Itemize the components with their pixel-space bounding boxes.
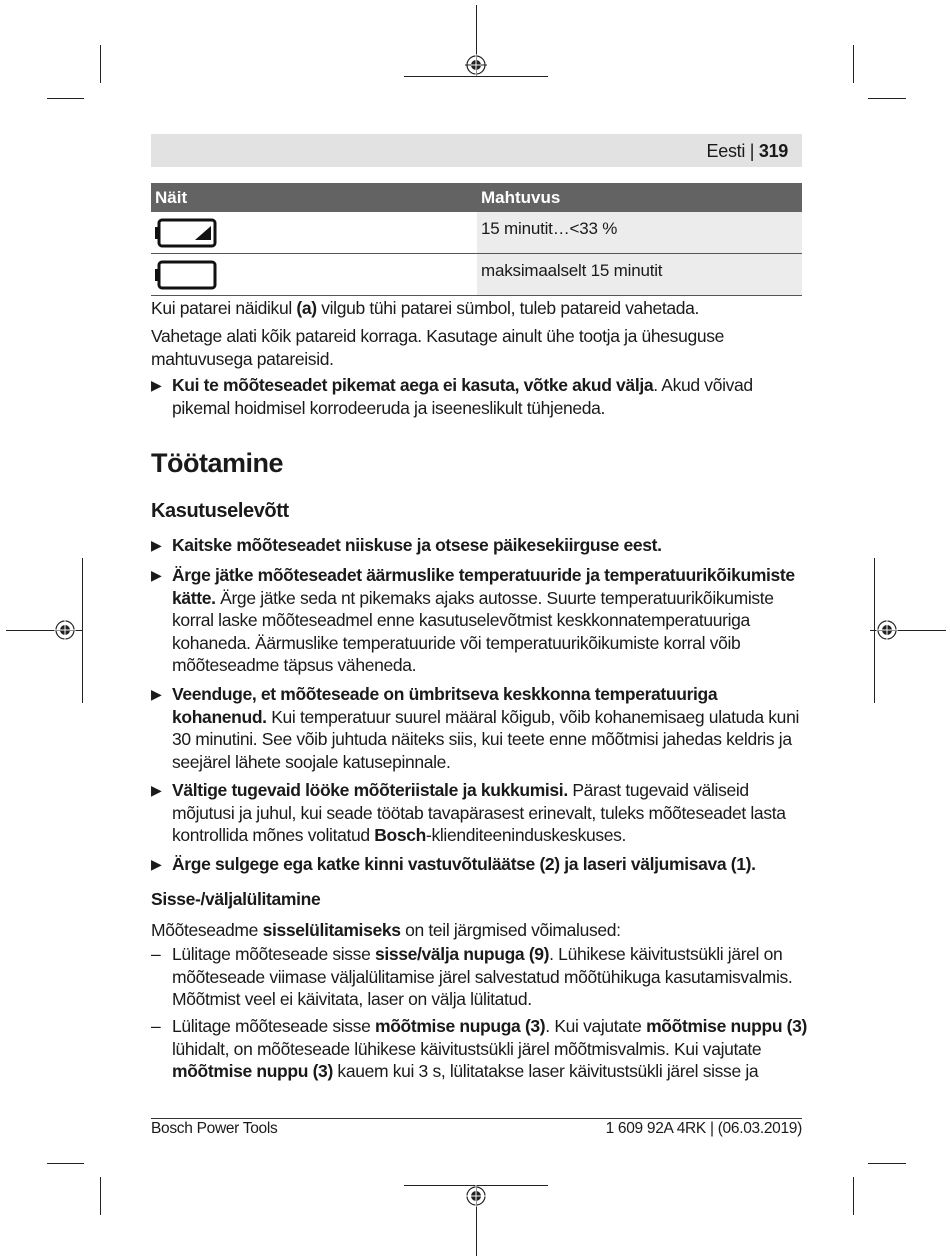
- text-line: mahtuvusega patareisid.: [151, 348, 334, 369]
- text-bold: Ärge sulgege ega katke kinni vastuvõtuläätse (2) ja laseri väljumisava (1).: [172, 854, 756, 874]
- subsection-title: Kasutuselevõtt: [151, 500, 289, 522]
- text-line: [172, 1015, 807, 1038]
- text: Lülitage mõõteseade sisse: [172, 944, 375, 964]
- column-header-display: Näit: [155, 188, 188, 207]
- text-line: Mõõtmist veel ei käivitata, laser on välja lülitatud.: [172, 989, 532, 1009]
- table-row: [151, 254, 802, 296]
- text-bold: mõõtmise nuppu (3): [172, 1061, 333, 1081]
- text-line: [172, 587, 795, 610]
- battery-indicator-paragraph: [151, 297, 699, 320]
- text-line: [172, 943, 792, 966]
- text-line: pikemal hoidmisel korrodeeruda ja iseeneslikult tühjeneda.: [172, 397, 606, 418]
- text-line: [172, 564, 795, 587]
- text-bold: mõõtmise nupuga (3): [374, 1016, 546, 1036]
- text-line: mõõteseadme täpsus väheneda.: [172, 655, 417, 675]
- text: . Lühikese käivitustsükli järel on: [549, 944, 783, 964]
- text-bold: sisselülitamiseks: [262, 920, 401, 940]
- page-number: 319: [758, 141, 788, 161]
- text-bold: sisse/välja nupuga (9): [374, 944, 550, 964]
- battery-table: [151, 183, 802, 296]
- bullet-triangle-icon: ▶: [151, 856, 162, 872]
- section-title: Töötamine: [151, 448, 284, 478]
- text: . Akud võivad: [653, 375, 753, 395]
- text: on teil järgmised võimalused:: [400, 920, 621, 940]
- header-language: Eesti: [706, 141, 746, 161]
- text-line: kohaneda. Äärmuslike temperatuuride või temperatuurikõikumiste korral võib: [172, 632, 741, 653]
- battery-replace-paragraph: [151, 325, 724, 370]
- text-line: [172, 374, 753, 397]
- bullet-triangle-icon: ▶: [151, 686, 162, 702]
- column-header-capacity: Mahtuvus: [481, 188, 561, 207]
- text: kontrollida mõnes volitatud: [172, 825, 375, 845]
- dash-marker: –: [151, 944, 161, 964]
- text-line: [172, 706, 799, 729]
- text-bold: kätte.: [172, 587, 216, 608]
- bullet-triangle-icon: ▶: [151, 567, 162, 583]
- text: Kui patarei näidikul: [151, 298, 297, 318]
- text: -klienditeeninduskeskuses.: [426, 825, 627, 845]
- footer-rule: [151, 1118, 802, 1119]
- text-bold: kohanenud.: [172, 706, 267, 727]
- text: Mõõteseadme: [151, 920, 263, 940]
- text-line: mõjutusi ja juhul, kui seade töötab tavapärasest erinevalt, tuleks mõõteseadet lasta: [172, 802, 786, 823]
- header-separator: |: [745, 141, 759, 161]
- text-line: [172, 779, 786, 802]
- text-line: [172, 1060, 807, 1083]
- onoff-intro: [151, 919, 621, 942]
- text-line: Vahetage alati kõik patareid korraga. Kasutage ainult ühe tootja ja ühesuguse: [151, 326, 725, 346]
- bullet-triangle-icon: ▶: [151, 782, 162, 798]
- text: Lülitage mõõteseade sisse: [172, 1016, 375, 1036]
- text-bold: Vältige tugevaid lööke mõõteriistale ja kukkumisi.: [172, 780, 568, 800]
- header-label: [707, 141, 788, 162]
- bullet-triangle-icon: ▶: [151, 377, 162, 393]
- battery-low-icon: [155, 218, 221, 248]
- table-cell-value: 15 minutit…<33 %: [481, 219, 618, 238]
- text-bold: Kaitske mõõteseadet niiskuse ja otsese päikesekiirguse eest.: [172, 535, 662, 555]
- text-bold: (a): [296, 298, 317, 318]
- text: Kui temperatuur suurel määral kõigub, võib kohanemisaeg ulatuda kuni: [266, 706, 799, 727]
- table-cell-value: maksimaalselt 15 minutit: [481, 261, 663, 280]
- text-line: korral laske mõõteseadmel enne kasutuselevõtmist keskkonnatemperatuuriga: [172, 610, 750, 630]
- text-bold: Veenduge, et mõõteseade on ümbritseva keskkonna temperatuuriga: [172, 684, 718, 704]
- page-header: [151, 134, 802, 167]
- bullet-triangle-icon: ▶: [151, 537, 162, 553]
- text: Pärast tugevaid väliseid: [567, 780, 749, 800]
- text-line: mõõteseade viimase väljalülitamise järel salvestatud mõõtühikuga kasutamisvalmis.: [172, 966, 793, 987]
- text: vilgub tühi patarei sümbol, tuleb patareid vahetada.: [316, 298, 700, 318]
- text-line: [172, 824, 786, 847]
- text: Ärge jätke seda nt pikemaks ajaks autosse. Suurte temperatuurikõikumiste: [215, 587, 774, 608]
- footer-doc-id: 1 609 92A 4RK | (06.03.2019): [605, 1120, 802, 1137]
- table-header: [151, 183, 802, 212]
- text: . Kui vajutate: [545, 1016, 647, 1036]
- text-bold: Bosch: [374, 825, 426, 845]
- text-line: seejärel lähete soojale katusepinnale.: [172, 751, 451, 772]
- text-bold: mõõtmise nuppu (3): [646, 1016, 808, 1036]
- table-row: [151, 212, 802, 254]
- text-bold: Ärge jätke mõõteseadet äärmuslike temperatuuride ja temperatuurikõikumiste: [172, 565, 795, 585]
- text-line: 30 minutini. See võib juhtuda näiteks siis, kui teete enne mõõtmisi jahedas keldris ja: [172, 729, 792, 749]
- text-line: lühidalt, on mõõteseade lühikese käivitustsükli järel mõõtmisvalmis. Kui vajutate: [172, 1038, 762, 1059]
- text-bold: Kui te mõõteseadet pikemat aega ei kasuta, võtke akud välja: [172, 375, 654, 395]
- battery-empty-icon: [155, 260, 221, 290]
- text: kauem kui 3 s, lülitatakse laser käivitustsükli järel sisse ja: [332, 1061, 759, 1081]
- dash-marker: –: [151, 1016, 161, 1036]
- onoff-heading: Sisse-/väljalülitamine: [151, 889, 321, 909]
- text-line: [172, 683, 799, 706]
- footer-brand: Bosch Power Tools: [151, 1120, 278, 1137]
